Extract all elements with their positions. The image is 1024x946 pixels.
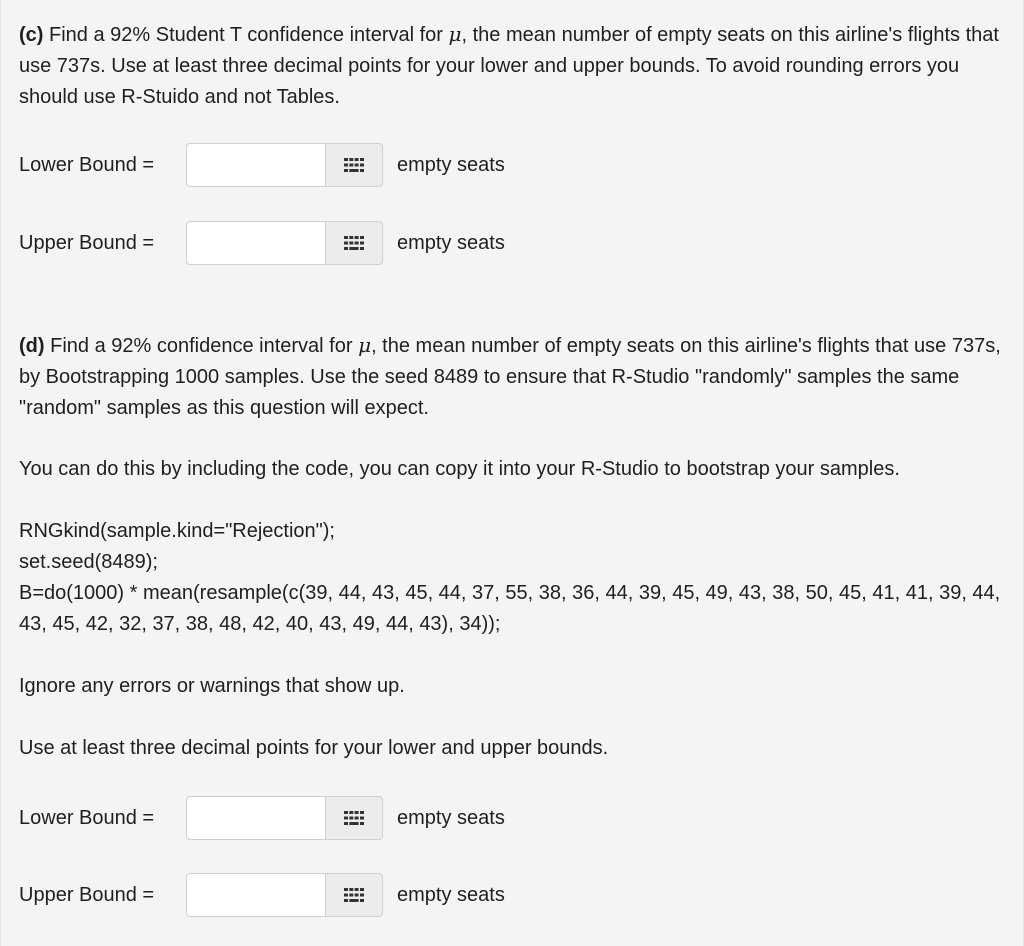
keypad-grid-icon xyxy=(344,236,364,250)
keypad-grid-icon xyxy=(344,888,364,902)
mu-symbol: μ xyxy=(448,22,462,46)
part-c-lower-unit: empty seats xyxy=(397,153,505,176)
part-c-upper-label: Upper Bound = xyxy=(19,231,155,254)
part-c-lower-input-group xyxy=(186,143,383,187)
part-d-upper-row xyxy=(19,872,505,918)
part-c-upper-unit: empty seats xyxy=(397,231,505,254)
part-c-prompt xyxy=(19,19,1009,113)
part-d-upper-keypad-button[interactable] xyxy=(325,873,383,917)
keypad-grid-icon xyxy=(344,811,364,825)
ignore-errors-note: Ignore any errors or warnings that show up. xyxy=(19,675,405,697)
part-d-text-2: , the mean number of empty seats on this airline's flights that use 737s, by Bootstrapping 1000 samples. Use the seed 8489 to ensure that R-Studio "randomly" samples the same "random" samples as this question will expect. xyxy=(19,335,1001,419)
decimal-points-note: Use at least three decimal points for your lower and upper bounds. xyxy=(19,737,609,759)
part-d-upper-unit: empty seats xyxy=(397,883,505,906)
part-d-lower-keypad-button[interactable] xyxy=(325,796,383,840)
part-c-lower-label: Lower Bound = xyxy=(19,153,155,176)
mu-symbol: μ xyxy=(358,333,372,357)
part-d-upper-input-group xyxy=(186,873,383,917)
part-d-lower-row xyxy=(19,795,505,841)
part-c-upper-row xyxy=(19,220,505,266)
part-c-text-1: Find a 92% Student T confidence interval for xyxy=(43,24,449,46)
code-line-bootstrap: B=do(1000) * mean(resample(c(39, 44, 43, 45, 44, 37, 55, 38, 36, 44, 39, 45, 49, 43, 38, 50, 45, 41, 41, 39, 44, 43, 45, 42, 32, 37, 38, 48, 42, 40, 43, 49, 44, 43), 34)); xyxy=(19,582,1001,635)
part-d-upper-bound-input[interactable] xyxy=(186,873,325,917)
part-d-lower-label: Lower Bound = xyxy=(19,806,155,829)
part-c-text-2: , the mean number of empty seats on this airline's flights that use 737s. Use at least three decimal points for your lower and upper bounds. To avoid rounding errors you should use R-Stuido and not Tables. xyxy=(19,24,999,108)
part-c-upper-input-group xyxy=(186,221,383,265)
part-d-lower-input-group xyxy=(186,796,383,840)
part-c-lower-row xyxy=(19,142,505,188)
part-d-instruction: You can do this by including the code, you can copy it into your R-Studio to bootstrap your samples. xyxy=(19,458,900,480)
code-line-seed: set.seed(8489); xyxy=(19,551,158,573)
part-c-tag: (c) xyxy=(19,24,44,46)
part-c-upper-keypad-button[interactable] xyxy=(325,221,383,265)
part-d-prompt xyxy=(19,330,1009,424)
part-d-tag: (d) xyxy=(19,335,45,357)
code-line-rngkind: RNGkind(sample.kind="Rejection"); xyxy=(19,520,335,542)
part-d-upper-label: Upper Bound = xyxy=(19,883,155,906)
part-d-lower-bound-input[interactable] xyxy=(186,796,325,840)
part-c-upper-bound-input[interactable] xyxy=(186,221,325,265)
part-c-lower-keypad-button[interactable] xyxy=(325,143,383,187)
part-d-text-1: Find a 92% confidence interval for xyxy=(44,335,359,357)
part-d-lower-unit: empty seats xyxy=(397,806,505,829)
part-c-lower-bound-input[interactable] xyxy=(186,143,325,187)
keypad-grid-icon xyxy=(344,158,364,172)
